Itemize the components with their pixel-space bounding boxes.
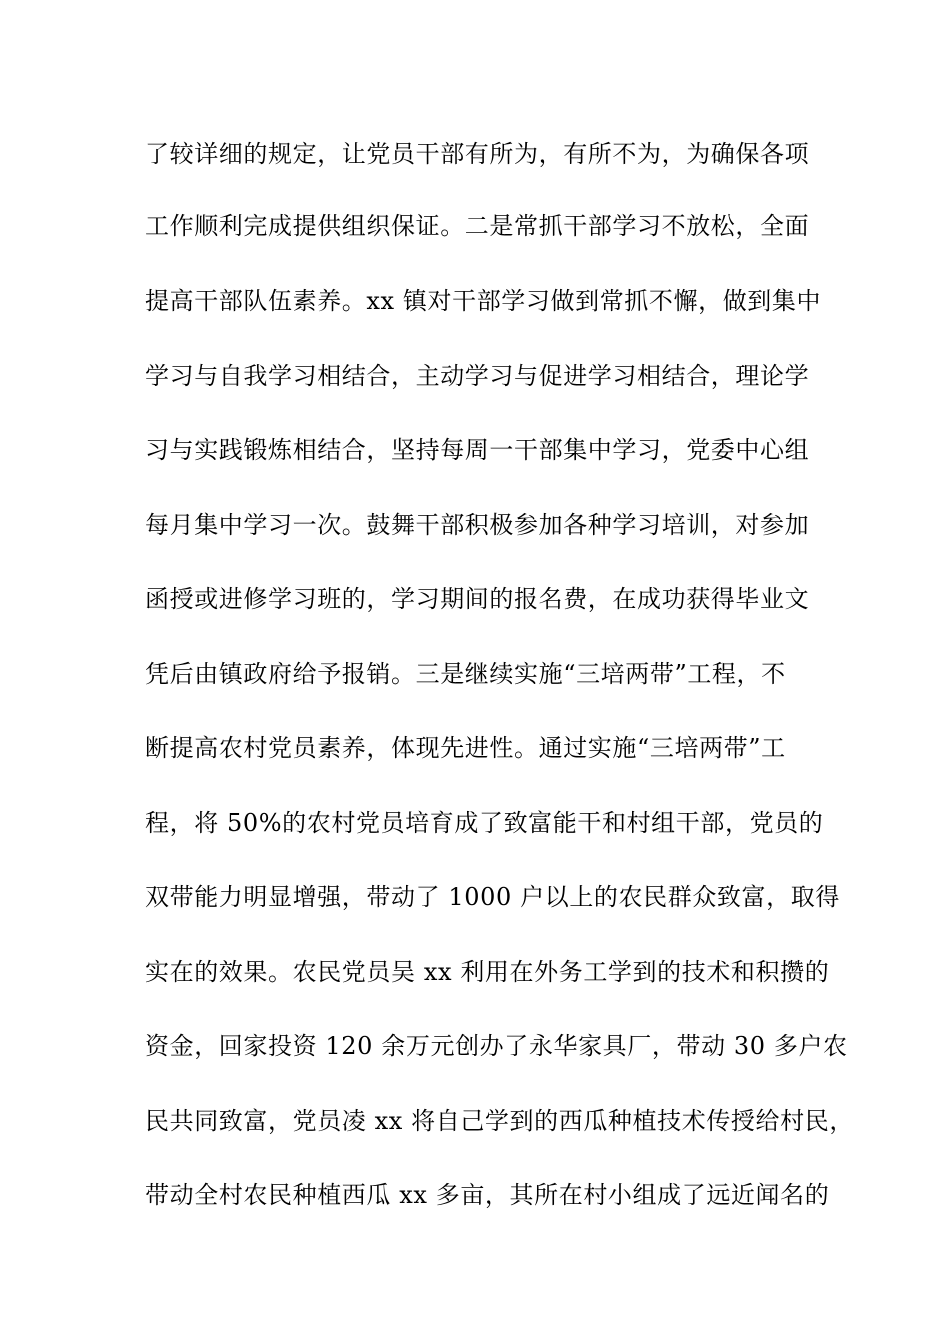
body-text-line: 民共同致富，党员凌 xx 将自己学到的西瓜种植技术传授给村民， (145, 1107, 854, 1135)
body-text-line: 函授或进修学习班的，学习期间的报名费，在成功获得毕业文 (145, 585, 810, 613)
body-text-line: 资金，回家投资 120 余万元创办了永华家具厂，带动 30 多户农 (145, 1032, 848, 1060)
body-text-line: 断提高农村党员素养，体现先进性。通过实施“三培两带”工 (145, 734, 786, 762)
body-text-line: 每月集中学习一次。鼓舞干部积极参加各种学习培训，对参加 (145, 511, 810, 539)
body-text-line: 了较详细的规定，让党员干部有所为，有所不为，为确保各项 (145, 140, 810, 168)
body-text-line: 提高干部队伍素养。xx 镇对干部学习做到常抓不懈，做到集中 (145, 287, 822, 315)
body-text-line: 带动全村农民种植西瓜 xx 多亩，其所在村小组成了远近闻名的 (145, 1181, 830, 1209)
body-text-line: 工作顺利完成提供组织保证。二是常抓干部学习不放松，全面 (145, 212, 810, 240)
body-text-line: 凭后由镇政府给予报销。三是继续实施“三培两带”工程，不 (145, 660, 786, 688)
body-text-line: 习与实践锻炼相结合，坚持每周一干部集中学习，党委中心组 (145, 436, 810, 464)
body-text-line: 学习与自我学习相结合，主动学习与促进学习相结合，理论学 (145, 362, 810, 390)
body-text-line: 实在的效果。农民党员吴 xx 利用在外务工学到的技术和积攒的 (145, 958, 830, 986)
body-text-line: 双带能力明显增强，带动了 1000 户以上的农民群众致富，取得 (145, 883, 840, 911)
body-text-line: 程，将 50%的农村党员培育成了致富能干和村组干部，党员的 (145, 809, 824, 837)
